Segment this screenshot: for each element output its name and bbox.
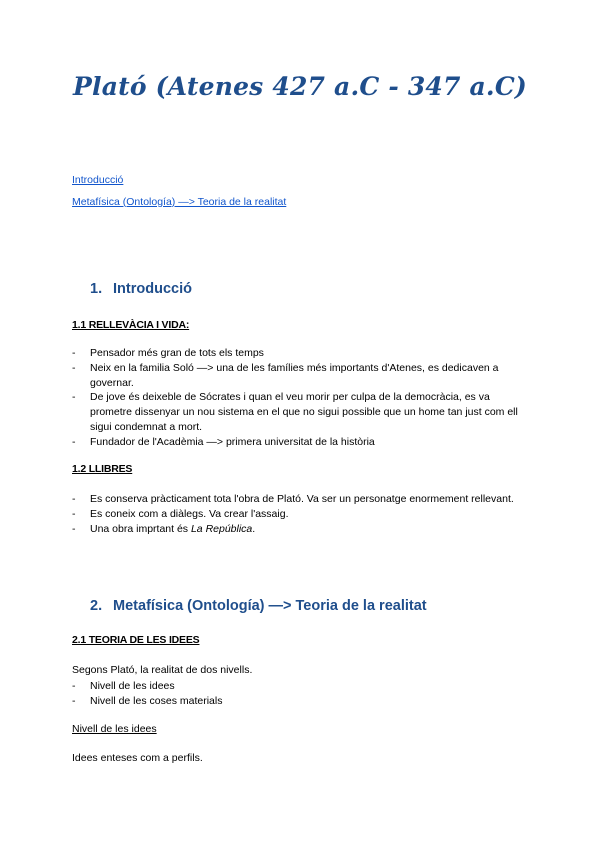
toc-link-metafisica[interactable]: Metafísica (Ontología) —> Teoria de la realitat	[72, 196, 287, 208]
list-item: - Pensador més gran de tots els temps	[72, 346, 532, 361]
list-item	[72, 522, 532, 537]
bullet-list-nivells	[72, 679, 532, 709]
document-title: Plató (Atenes 427 a.C - 347 a.C)	[73, 72, 527, 101]
toc-link-introduccio[interactable]: Introducció	[72, 174, 124, 186]
section-heading-1	[90, 281, 192, 297]
list-item: - De jove és deixeble de Sócrates i quan el veu morir per culpa de la democràcia, es va prometre dissenyar un nou sistema en el que no sigui possible que un home tan just com ell sigui condemnat a mort.	[72, 390, 532, 434]
list-item-text: Una obra imprtant és	[90, 522, 191, 535]
list-item-punct: .	[252, 522, 256, 535]
list-item: - Nivell de les idees	[72, 679, 532, 694]
bullet-list-llibres	[72, 492, 532, 536]
subheading-nivell-idees: Nivell de les idees	[72, 723, 157, 735]
section-heading-2	[90, 598, 427, 614]
section-title: Introducció	[113, 281, 192, 297]
book-title: La República	[190, 522, 253, 535]
section-number: 2.	[90, 598, 103, 614]
list-item: - Es conserva pràcticament tota l'obra de Plató. Va ser un personatge enormement rellevant.	[72, 492, 532, 507]
list-item: - Neix en la familia Soló —> una de les famílies més importants d'Atenes, es dedicaven a governar.	[72, 361, 532, 391]
section-title: Metafísica (Ontología) —> Teoria de la realitat	[113, 598, 427, 614]
subsection-heading-1-1: 1.1 RELLEVÀCIA I VIDA:	[72, 319, 190, 331]
paragraph-idees: Idees enteses com a perfils.	[72, 752, 203, 764]
subsection-heading-2-1: 2.1 TEORIA DE LES IDEES	[72, 634, 200, 646]
bullet-list-rellevancia	[72, 346, 532, 450]
paragraph-intro: Segons Plató, la realitat de dos nivells.	[72, 664, 253, 676]
list-item: - Nivell de les coses materials	[72, 694, 532, 709]
subsection-heading-1-2: 1.2 LLIBRES	[72, 463, 133, 475]
section-number: 1.	[90, 281, 103, 297]
list-item: - Es coneix com a diàlegs. Va crear l'assaig.	[72, 507, 532, 522]
list-item: - Fundador de l'Acadèmia —> primera universitat de la història	[72, 435, 532, 450]
